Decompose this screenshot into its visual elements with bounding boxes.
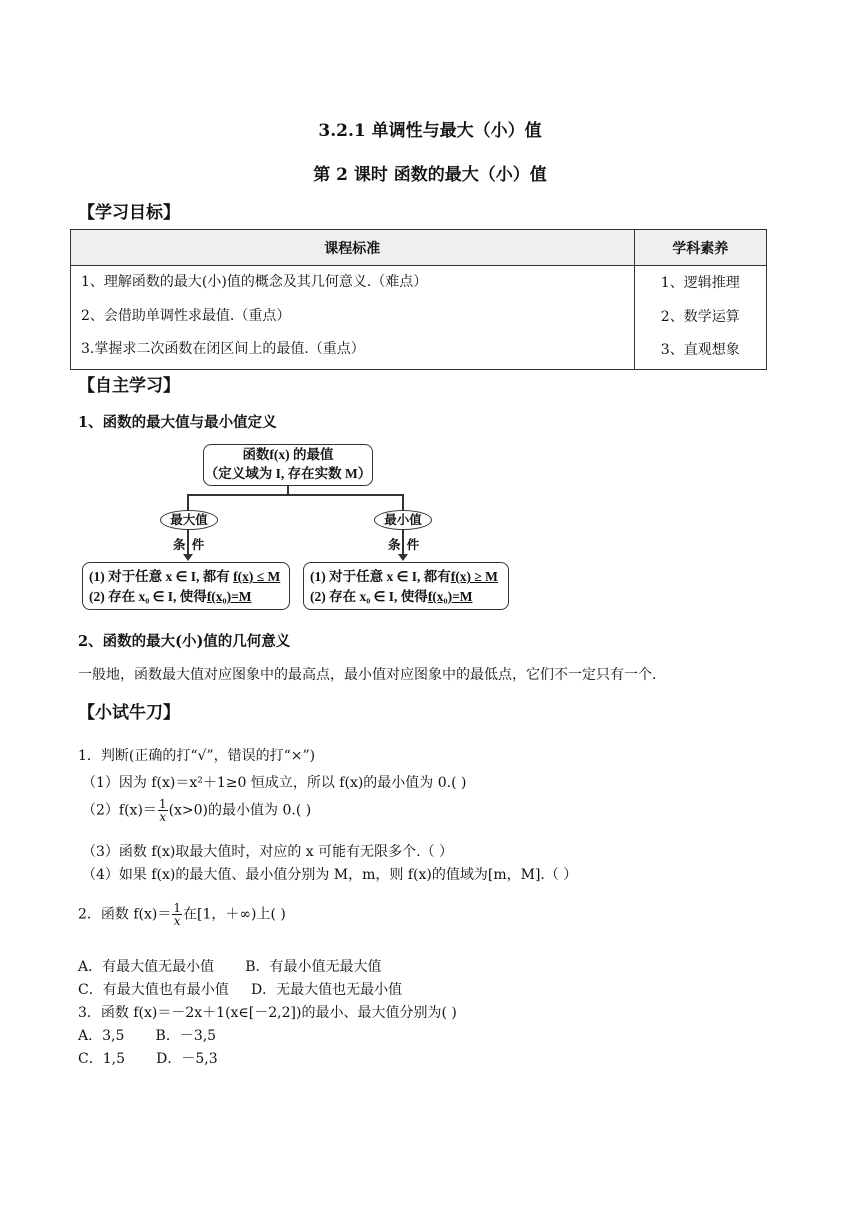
page-title: 3.2.1 单调性与最大（小）值 [318, 121, 542, 141]
item2-text: 一般地，函数最大值对应图象中的最高点，最小值对应图象中的最低点，它们不一定只有一个. [78, 667, 657, 683]
header-literacy: 学科素养 [634, 230, 767, 266]
q2-options-row: A．有最大值无最小值 B．有最小值无最大值 [78, 959, 382, 975]
fraction-denominator: x [159, 810, 167, 824]
q1-title: 1．判断(正确的打“√”，错误的打“×”) [78, 748, 316, 764]
connector [187, 494, 189, 510]
max-value-node: 最大值 [160, 510, 218, 530]
min-value-node: 最小值 [374, 510, 432, 530]
section-goals: 【学习目标】 [78, 203, 180, 223]
arrow-down-icon [398, 554, 408, 561]
q1-2-prefix: （2）f(x)＝ [82, 802, 157, 819]
q1-item-4: （4）如果 f(x)的最大值、最小值分别为 M，m，则 f(x)的值域为[m，M].（ ） [82, 867, 578, 883]
max-cond1-formula: f(x) ≤ M [233, 569, 281, 584]
literacy-item: 3、直观想象 [660, 342, 740, 358]
diagram-top-line1: 函数f(x) 的最值 [242, 447, 334, 462]
q1-item-1: （1）因为 f(x)＝x²＋1≥0 恒成立，所以 f(x)的最小值为 0.( ) [82, 775, 467, 791]
diagram-top-box [203, 444, 373, 486]
condition-label: 条 件 [173, 538, 205, 552]
q2-options-row: C．有最大值也有最小值 D．无最大值也无最小值 [78, 982, 403, 998]
q1-item-3: （3）函数 f(x)取最大值时，对应的 x 可能有无限多个.（ ） [82, 844, 454, 860]
literacy-cell [634, 266, 767, 370]
min-cond1-formula: f(x) ≥ M [450, 569, 498, 584]
fraction-denominator: x [173, 914, 181, 928]
section-practice: 【小试牛刀】 [78, 703, 180, 723]
q3-options-row: A．3,5 B．－3,5 [78, 1028, 217, 1044]
q1-item-2 [82, 798, 311, 823]
diagram-top-line2: （定义域为 I, 存在实数 M） [204, 466, 372, 481]
min-cond2-text: (2) 存在 x₀ ∈ I, 使得 [310, 589, 428, 604]
header-standard: 课程标准 [71, 230, 635, 266]
max-cond1-text: (1) 对于任意 x ∈ I, 都有 [89, 569, 234, 584]
fraction [158, 798, 168, 823]
item1-title: 1、函数的最大值与最小值定义 [78, 414, 277, 431]
q1-2-suffix: (x>0)的最小值为 0.( ) [168, 802, 312, 819]
literacy-item: 1、逻辑推理 [660, 275, 740, 291]
min-cond2-formula: f(x₀)=M [427, 589, 473, 604]
connector [402, 494, 404, 510]
standard-item: 1、理解函数的最大(小)值的概念及其几何意义.（难点） [81, 274, 428, 290]
goals-table [70, 229, 767, 370]
fraction-numerator: 1 [173, 901, 181, 915]
section-self-study: 【自主学习】 [78, 376, 180, 396]
condition-label: 条 件 [388, 538, 420, 552]
arrow-down-icon [183, 554, 193, 561]
standard-item: 2、会借助单调性求最值.（重点） [81, 307, 291, 324]
literacy-item: 2、数学运算 [660, 308, 740, 325]
connector [187, 494, 403, 496]
item2-title: 2、函数的最大(小)值的几何意义 [78, 633, 291, 650]
standard-item: 3.掌握求二次函数在闭区间上的最值.（重点） [81, 341, 365, 357]
q2-prefix: 2．函数 f(x)＝ [78, 906, 172, 923]
standards-cell [71, 266, 635, 370]
min-condition-box [303, 562, 509, 610]
q2-stem [78, 902, 286, 927]
q3-stem: 3．函数 f(x)＝－2x＋1(x∈[－2,2])的最小、最大值分别为( ) [78, 1005, 457, 1021]
max-cond2-text: (2) 存在 x₀ ∈ I, 使得 [89, 589, 207, 604]
page-subtitle: 第 2 课时 函数的最大（小）值 [313, 165, 547, 185]
fraction-numerator: 1 [158, 797, 167, 811]
fraction [172, 902, 182, 927]
q2-suffix: 在[1，＋∞)上( ) [183, 906, 286, 923]
q3-options-row: C．1,5 D．－5,3 [78, 1051, 218, 1067]
max-condition-box [82, 562, 290, 610]
max-cond2-formula: f(x₀)=M [206, 589, 252, 604]
min-cond1-text: (1) 对于任意 x ∈ I, 都有 [310, 569, 451, 584]
